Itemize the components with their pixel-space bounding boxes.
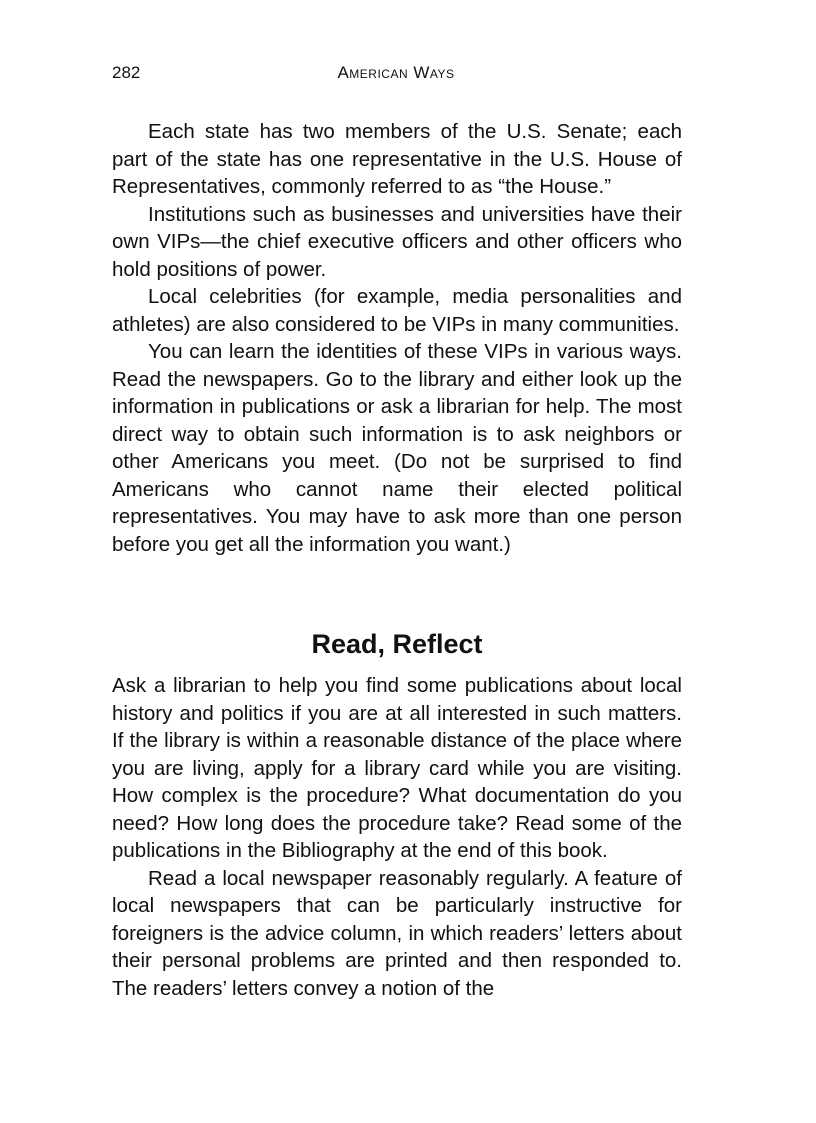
running-title: American Ways xyxy=(337,63,455,82)
running-head xyxy=(112,58,680,88)
paragraph-senate-house: Each state has two members of the U.S. Senate; each part of the state has one representative in the U.S. House of Representatives, commonly referred to as “the House.” xyxy=(112,120,682,198)
paragraph-local-newspaper: Read a local newspaper reasonably regularly. A feature of local newspapers that can be particularly instructive for foreigners is the advice column, in which readers’ letters about their personal problems are printed and then responded to. The readers’ letters convey a notion of the xyxy=(112,866,682,1000)
body-text-section-2 xyxy=(112,672,682,1002)
body-text-section-1 xyxy=(112,118,682,558)
page-number: 282 xyxy=(112,63,141,82)
paragraph-institutions: Institutions such as businesses and universities have their own VIPs—the chief executive officers and other officers who hold positions of power. xyxy=(112,202,682,281)
paragraph-ask-librarian: Ask a librarian to help you find some publications about local history and politics if you are at all interested in such matters. If the library is within a reasonable distance of the place where you are living, apply for a library card while you are visiting. How complex is the procedure? What documentation do you need? How long does the procedure take? Read some of the publications in the Bibliography at the end of this book. xyxy=(112,674,682,862)
paragraph-learn-identities: You can learn the identities of these VIPs in various ways. Read the newspapers. Go to the library and either look up the information in publications or ask a librarian for help. The most direct way to obtain such information is to ask neighbors or other Americans you meet. (Do not be surprised to find Americans who cannot name their elected political representatives. You may have to ask more than one person before you get all the information you want.) xyxy=(112,340,682,556)
paragraph-local-celebrities: Local celebrities (for example, media personalities and athletes) are also considered to be VIPs in many communities. xyxy=(112,285,682,336)
section-heading: Read, Reflect xyxy=(311,629,483,659)
